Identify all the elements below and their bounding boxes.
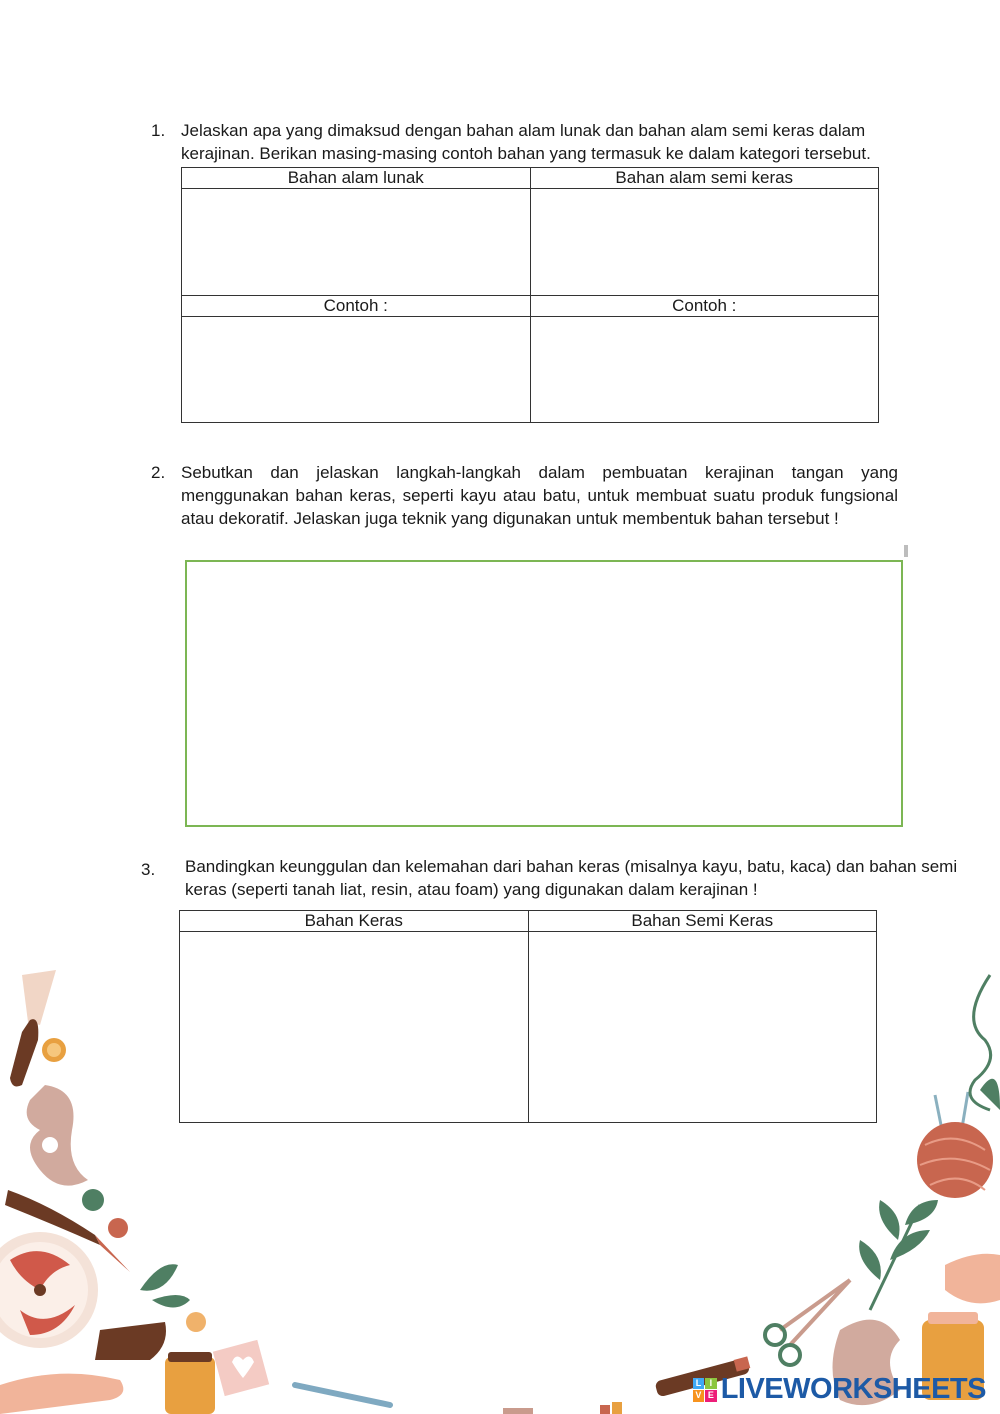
small-button-icon — [186, 1312, 206, 1332]
table-1-subheader-contoh-lunak: Contoh : — [182, 296, 531, 317]
green-button-icon — [82, 1189, 104, 1211]
hand-right-icon — [945, 1254, 1000, 1304]
branch-icon — [859, 1200, 938, 1310]
logo-letter-e: E — [705, 1390, 717, 1402]
question-3-number: 3. — [141, 860, 156, 879]
logo-letter-i: I — [705, 1378, 717, 1390]
hand-icon — [0, 1374, 123, 1414]
logo-letter-v: V — [693, 1390, 705, 1402]
question-3-text: Bandingkan keunggulan dan kelemahan dari bahan keras (misalnya kayu, batu, kaca) dan bahan semi keras (seperti tanah liat, resin, atau foam) yang digunakan dalam kerajinan ! — [185, 857, 958, 899]
question-2-number: 2. — [151, 463, 166, 482]
green-yarn-icon — [980, 1079, 1000, 1110]
heart-card-icon — [213, 1340, 269, 1396]
liveworksheets-logo-icon — [693, 1378, 717, 1402]
small-tools-icon — [503, 1402, 622, 1414]
liveworksheets-brand — [693, 1373, 986, 1406]
button-icon — [42, 1038, 66, 1062]
brand-name: LIVEWORKSHEETS — [720, 1373, 986, 1405]
table-1-subheader-contoh-semi-keras: Contoh : — [530, 296, 879, 317]
leaf-icon — [140, 1264, 190, 1307]
question-1-text: Jelaskan apa yang dimaksud dengan bahan alam lunak dan bahan alam semi keras dalam kerajinan. Berikan masing-masing contoh bahan yang termasuk ke dalam kategori tersebut. — [181, 121, 871, 163]
yarn-ball-icon — [917, 1122, 993, 1198]
question-1-number: 1. — [151, 121, 166, 140]
table-1-header-lunak: Bahan alam lunak — [182, 168, 531, 189]
table-1-header-semi-keras: Bahan alam semi keras — [530, 168, 879, 189]
french-curve-icon — [27, 1085, 88, 1186]
table-3-header-semi-keras: Bahan Semi Keras — [528, 911, 877, 932]
jar-icon — [165, 1352, 215, 1414]
table-3-header-keras: Bahan Keras — [180, 911, 529, 932]
red-button-icon — [108, 1218, 128, 1238]
palette-knife-icon — [10, 970, 56, 1086]
logo-letter-l: L — [693, 1378, 705, 1390]
wood-block-icon — [95, 1322, 166, 1360]
decorated-plate-icon — [0, 1232, 98, 1348]
question-2-text: Sebutkan dan jelaskan langkah-langkah dalam pembuatan kerajinan tangan yang menggunakan bahan keras, seperti kayu atau batu, untuk membuat suatu produk fungsional atau dekoratif. Jelaskan juga teknik yang digunakan untuk membentuk bahan tersebut ! — [181, 463, 898, 528]
clay-tool-icon — [295, 1385, 390, 1405]
